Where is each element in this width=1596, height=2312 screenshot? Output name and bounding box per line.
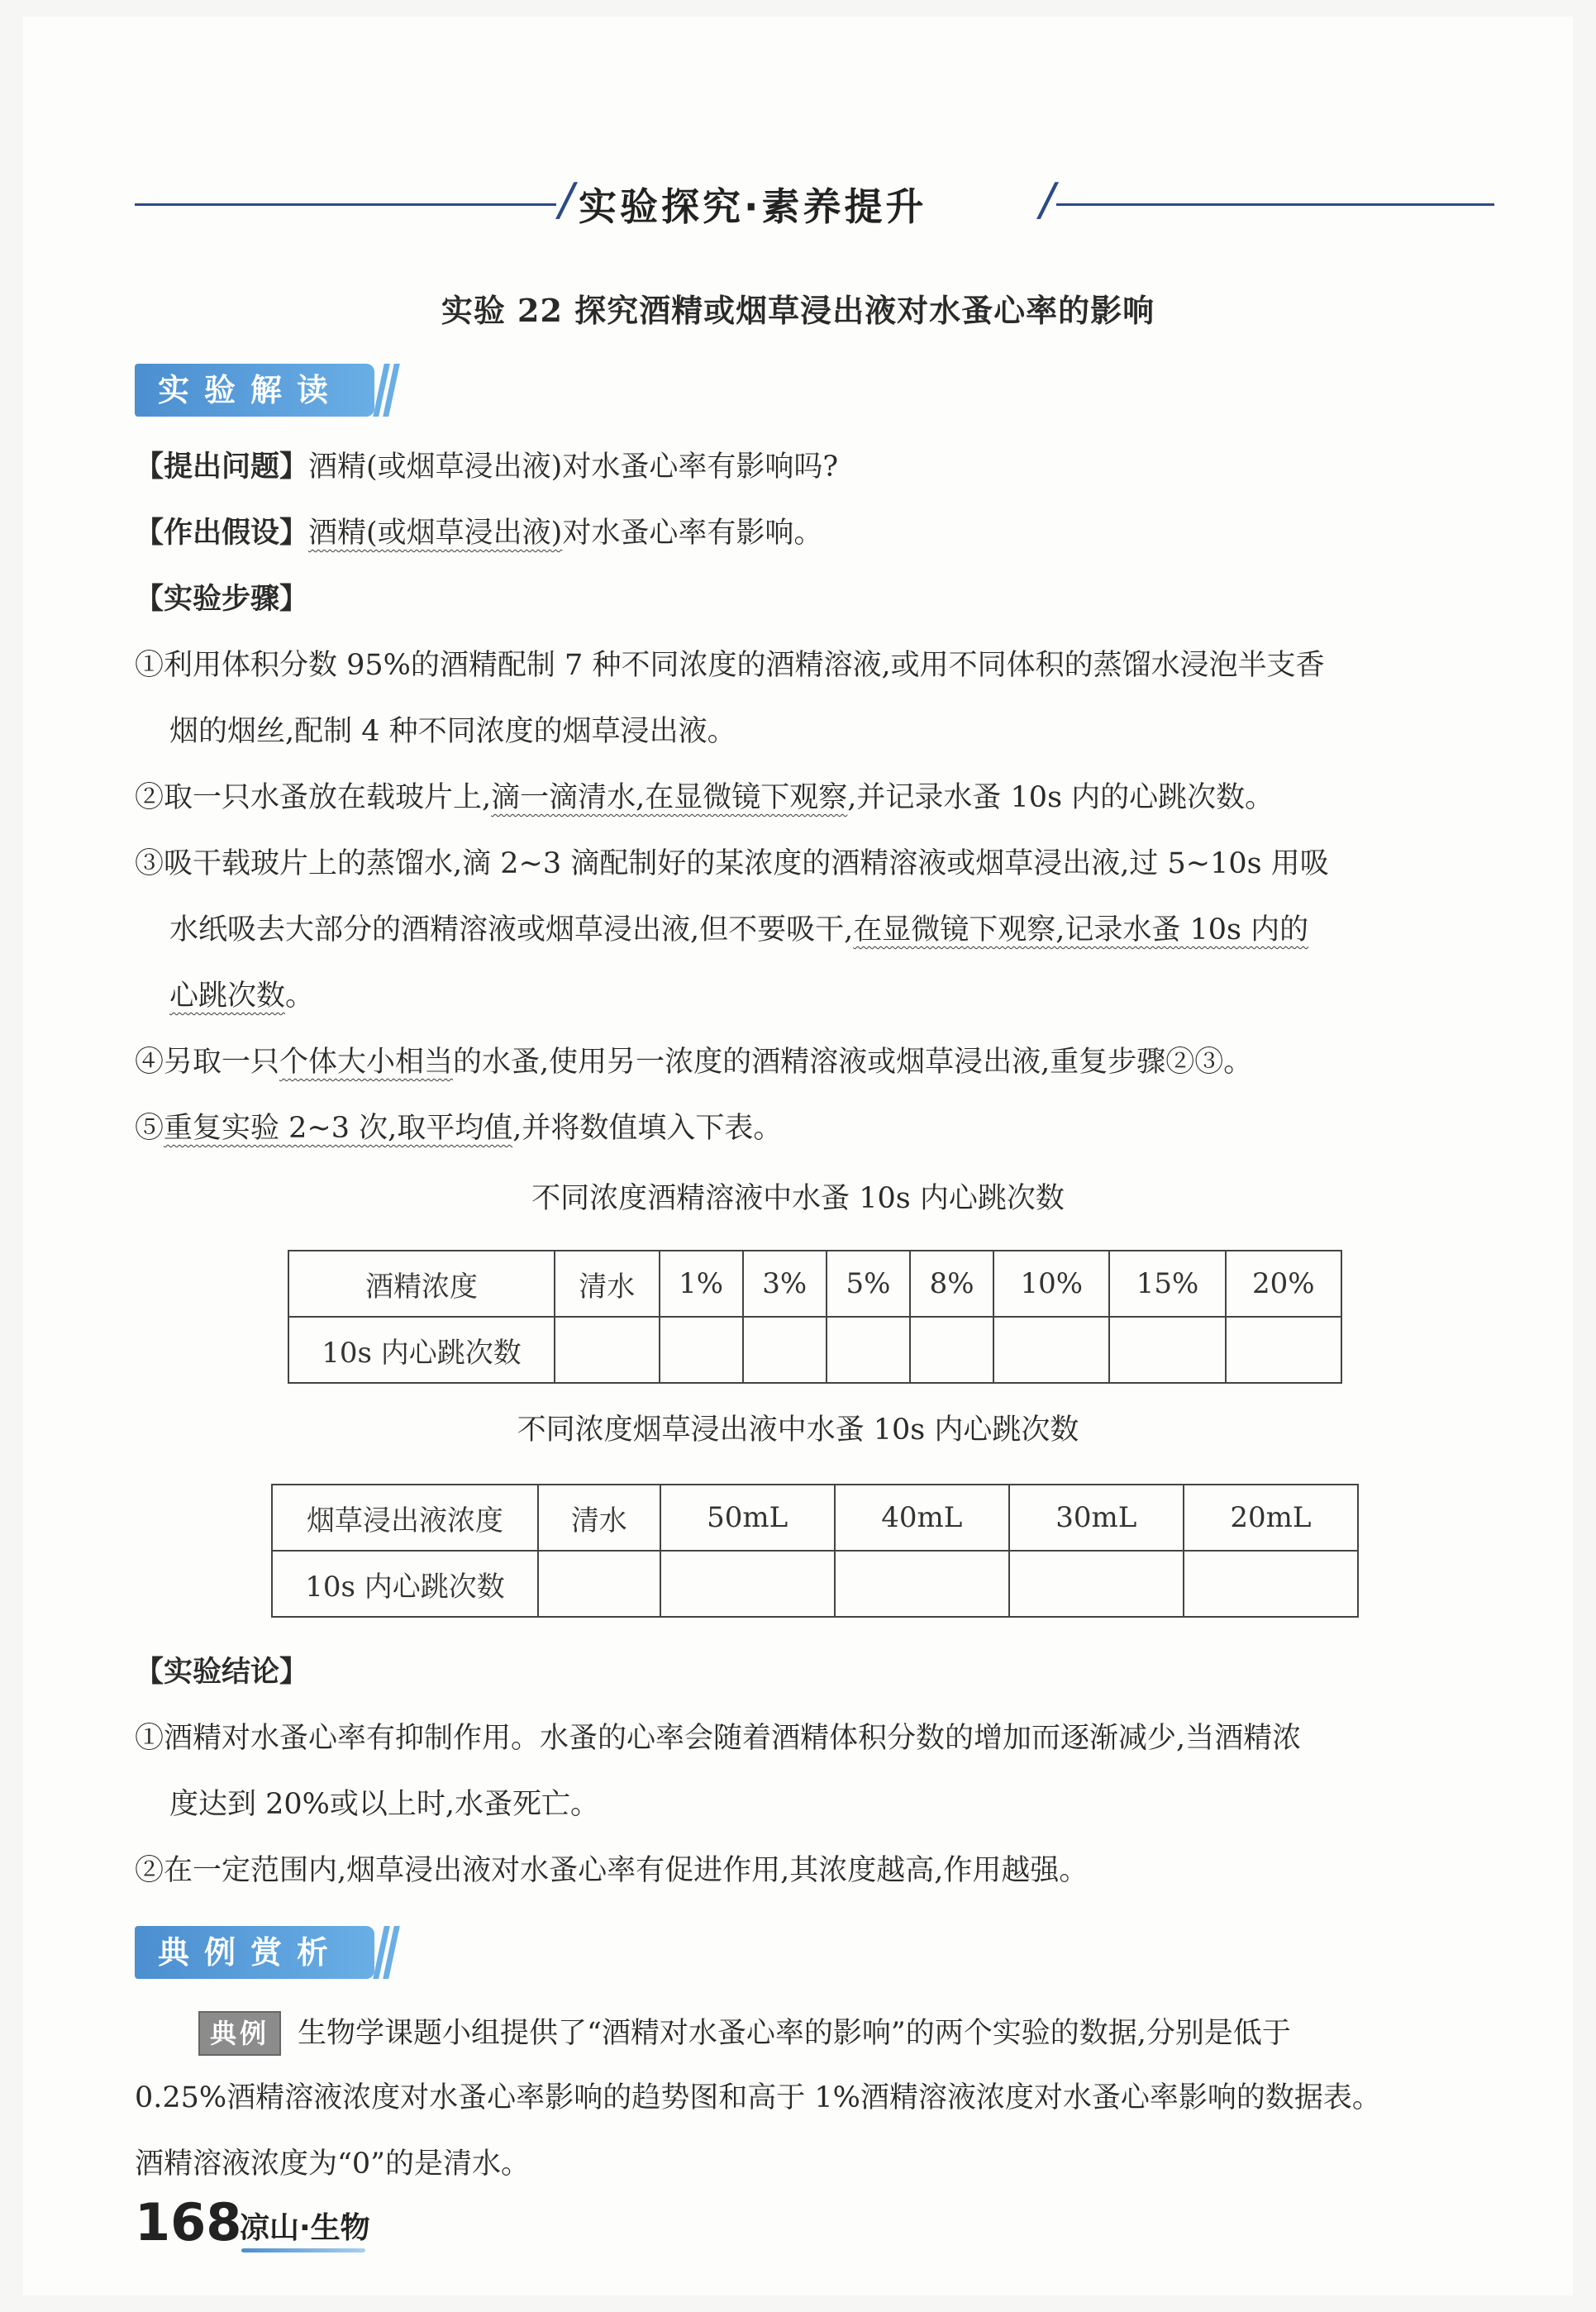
- step-3-line-c: [169, 975, 314, 1017]
- table-2-col: 清水: [538, 1485, 660, 1551]
- question-line: [135, 446, 838, 488]
- step-2-text: ②取一只水蚤放在载玻片上,: [135, 781, 492, 814]
- step-2-text-end: ,并记录水蚤 10s 内的心跳次数。: [847, 781, 1274, 814]
- table-1-col: 10%: [993, 1251, 1109, 1317]
- tag-experiment-reading: 实验解读: [135, 364, 374, 417]
- table-1-col: 1%: [660, 1251, 743, 1317]
- table-2-col: 30mL: [1009, 1485, 1184, 1551]
- section-rule-left: [135, 203, 556, 206]
- table-1-col: 15%: [1109, 1251, 1225, 1317]
- step-4-line: [135, 1042, 1252, 1083]
- table-2-cell: [538, 1551, 660, 1617]
- example-line-3: 酒精溶液浓度为“0”的是清水。: [135, 2148, 531, 2181]
- table-1-col: 3%: [743, 1251, 827, 1317]
- table-1-cell: [993, 1317, 1109, 1383]
- step-3-emphasis-end: 心跳次数: [169, 980, 286, 1013]
- table-1-cell: [555, 1317, 660, 1383]
- steps-label: 【实验步骤】: [135, 583, 309, 616]
- book-underline: [241, 2248, 365, 2252]
- slash-right: /: [1040, 174, 1055, 226]
- book-name: 凉山·生物: [240, 2211, 370, 2245]
- step-2-line: [135, 777, 1274, 818]
- step-3-line-b: [169, 909, 1308, 951]
- tag-example-analysis: 典例赏析: [135, 1926, 374, 1979]
- step-4-text-end: 的水蚤,使用另一浓度的酒精溶液或烟草浸出液,重复步骤②③。: [453, 1046, 1253, 1079]
- tobacco-table: [271, 1484, 1359, 1618]
- question-text: 酒精(或烟草浸出液)对水蚤心率有影响吗?: [308, 450, 839, 484]
- section-rule-right: [1056, 203, 1494, 206]
- steps-label-line: [135, 579, 308, 620]
- hypothesis-line: [135, 512, 822, 554]
- conclusion-label: 【实验结论】: [135, 1656, 309, 1689]
- table-1-col: 20%: [1226, 1251, 1341, 1317]
- conclusion-label-line: [135, 1652, 308, 1693]
- conclusion-1-line-a: ①酒精对水蚤心率有抑制作用。水蚤的心率会随着酒精体积分数的增加而逐渐减少,当酒精浓: [135, 1722, 1302, 1755]
- table-1-cell: [910, 1317, 993, 1383]
- table-2-cell: [1184, 1551, 1358, 1617]
- table-1-row-head-2: 10s 内心跳次数: [288, 1317, 555, 1383]
- question-label: 【提出问题】: [135, 450, 309, 484]
- slash-left: /: [559, 174, 574, 226]
- table-2-cell: [835, 1551, 1009, 1617]
- step-3-line-a: ③吸干载玻片上的蒸馏水,滴 2~3 滴配制好的某浓度的酒精溶液或烟草浸出液,过 5~10s 用吸: [135, 847, 1329, 880]
- table-1-col: 8%: [910, 1251, 993, 1317]
- table-1-cell: [827, 1317, 910, 1383]
- table-2-cell: [660, 1551, 835, 1617]
- table-1-caption: 不同浓度酒精溶液中水蚤 10s 内心跳次数: [531, 1182, 1065, 1215]
- table-2-row-head-2: 10s 内心跳次数: [272, 1551, 538, 1617]
- step-3-emphasis: 在显微镜下观察,记录水蚤 10s 内的: [853, 913, 1309, 946]
- table-1-cell: [743, 1317, 827, 1383]
- example-line-2: 0.25%酒精溶液浓度对水蚤心率影响的趋势图和高于 1%酒精溶液浓度对水蚤心率影响的数据表。: [135, 2081, 1381, 2114]
- table-2-col: 50mL: [660, 1485, 835, 1551]
- table-2-row-head: 烟草浸出液浓度: [272, 1485, 538, 1551]
- table-1-row-head: 酒精浓度: [288, 1251, 555, 1317]
- step-5-num: ⑤: [135, 1112, 164, 1145]
- step-4-text: ④另取一只: [135, 1046, 280, 1079]
- step-1-line-b: 烟的烟丝,配制 4 种不同浓度的烟草浸出液。: [169, 715, 736, 748]
- table-2-caption: 不同浓度烟草浸出液中水蚤 10s 内心跳次数: [517, 1413, 1079, 1447]
- hypothesis-emphasis: 酒精(或烟草浸出液): [308, 517, 563, 550]
- step-3-period: 。: [285, 980, 315, 1013]
- section-title: 实验探究·素养提升: [579, 184, 927, 229]
- page-number: 168: [135, 2192, 242, 2252]
- table-1-cell: [660, 1317, 743, 1383]
- table-1-col: 清水: [555, 1251, 660, 1317]
- example-line-1: [198, 2011, 1291, 2056]
- step-5-text-end: ,并将数值填入下表。: [512, 1112, 783, 1145]
- hypothesis-text: 对水蚤心率有影响。: [562, 517, 823, 550]
- example-badge: 典例: [198, 2011, 281, 2056]
- table-2-col: 40mL: [835, 1485, 1009, 1551]
- experiment-title: 实验 22 探究酒精或烟草浸出液对水蚤心率的影响: [441, 292, 1155, 329]
- alcohol-table: [288, 1250, 1342, 1384]
- hypothesis-label: 【作出假设】: [135, 517, 309, 550]
- table-1-cell: [1226, 1317, 1341, 1383]
- step-2-emphasis: 滴一滴清水,在显微镜下观察: [491, 781, 848, 814]
- conclusion-1-line-b: 度达到 20%或以上时,水蚤死亡。: [169, 1788, 600, 1821]
- table-2-col: 20mL: [1184, 1485, 1358, 1551]
- example-text-1: 生物学课题小组提供了“酒精对水蚤心率的影响”的两个实验的数据,分别是低于: [298, 2017, 1291, 2050]
- table-1-col: 5%: [827, 1251, 910, 1317]
- step-5-emphasis: 重复实验 2~3 次,取平均值: [164, 1112, 513, 1145]
- step-4-emphasis: 个体大小相当: [279, 1046, 454, 1079]
- table-1-cell: [1109, 1317, 1225, 1383]
- conclusion-2-line: ②在一定范围内,烟草浸出液对水蚤心率有促进作用,其浓度越高,作用越强。: [135, 1854, 1089, 1887]
- table-2-cell: [1009, 1551, 1184, 1617]
- step-5-line: [135, 1108, 782, 1149]
- step-1-line-a: ①利用体积分数 95%的酒精配制 7 种不同浓度的酒精溶液,或用不同体积的蒸馏水浸泡半支香: [135, 649, 1325, 682]
- step-3-text: 水纸吸去大部分的酒精溶液或烟草浸出液,但不要吸干,: [169, 913, 854, 946]
